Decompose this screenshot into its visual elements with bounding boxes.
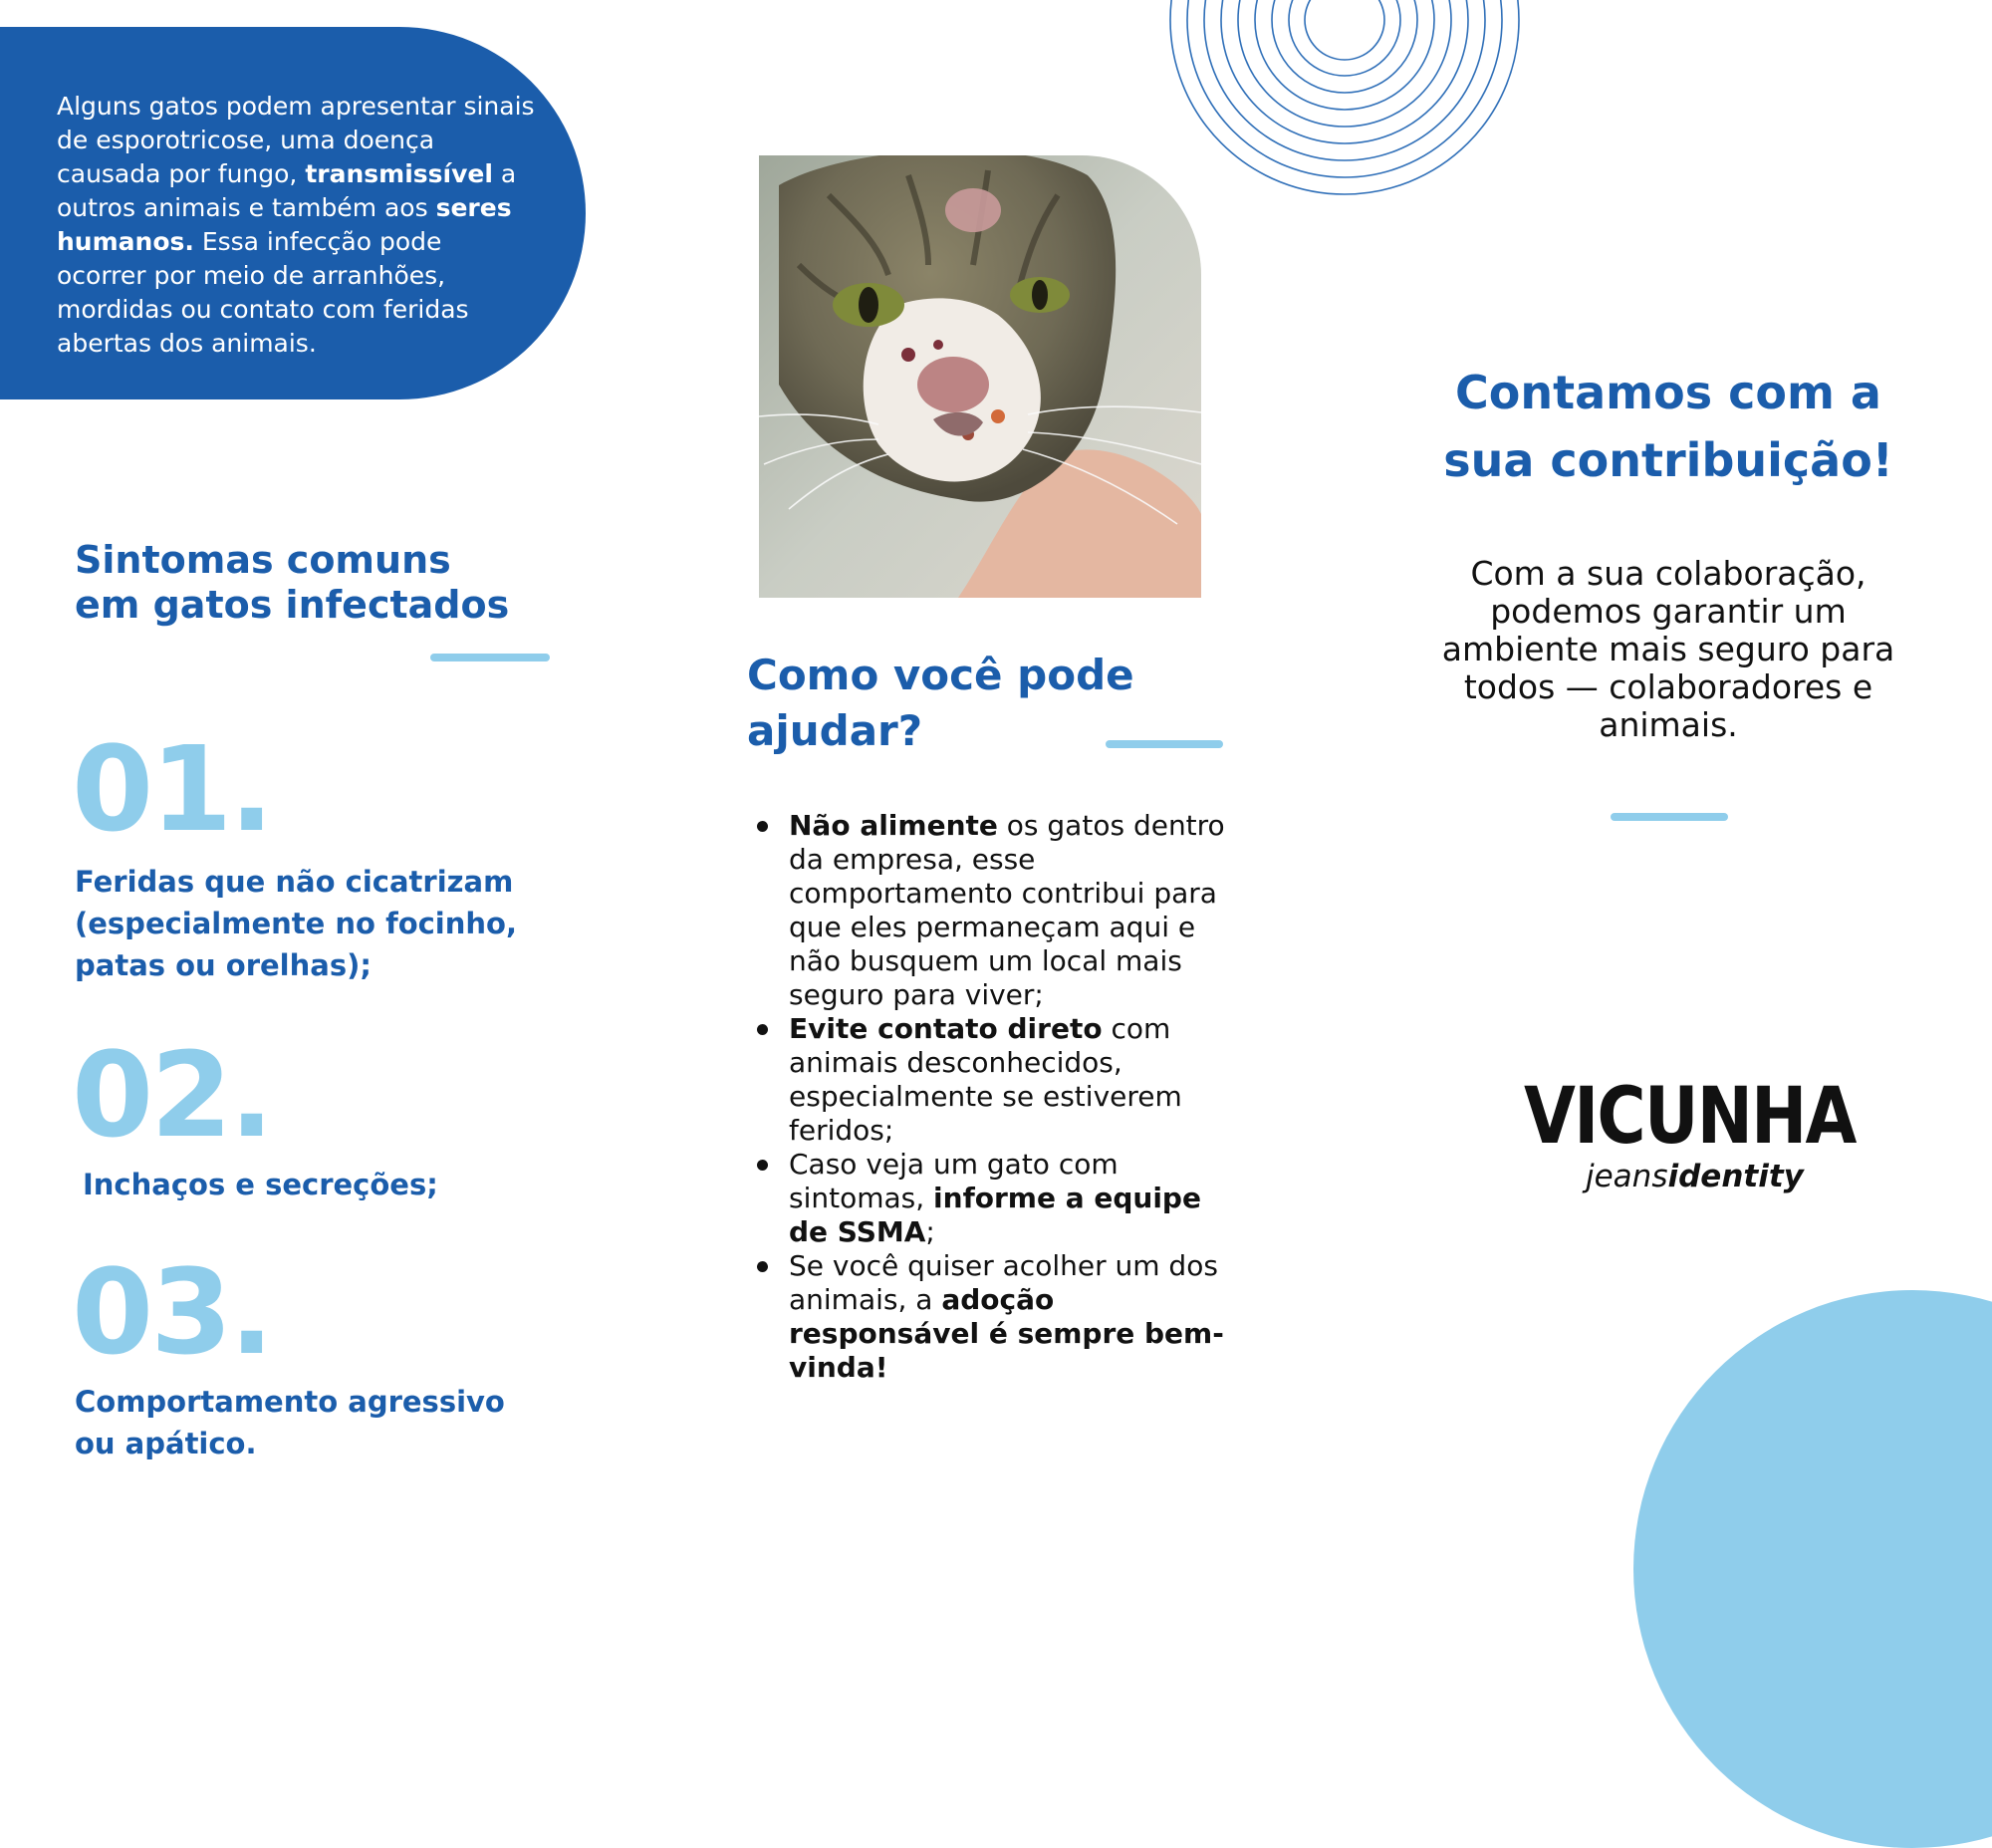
symptom-number-2: 02.	[72, 1026, 272, 1164]
logo-tagline: jeansidentity	[1586, 1159, 1804, 1194]
list-item: Evite contato direto com animais desconhecidos, especialmente se estiverem feridos;	[789, 1012, 1237, 1148]
symptom-number-3: 03.	[72, 1243, 272, 1381]
symptom-number-1: 01.	[72, 720, 272, 858]
help-heading-underline	[1106, 740, 1223, 748]
vicunha-logo: VICUNHA	[1524, 1072, 1856, 1162]
symptoms-heading: Sintomas comuns em gatos infectados	[75, 538, 510, 627]
decorative-corner-circle	[1633, 1290, 1992, 1848]
contribution-heading: Contamos com a sua contribuição!	[1443, 366, 1893, 487]
intro-paragraph: Alguns gatos podem apresentar sinais de esporotricose, uma doença causada por fungo, transmissível a outros animais e também aos seres humanos. Essa infecção pode ocorrer por meio de arranhões, mordidas ou contato com feridas abertas dos animais.	[57, 92, 535, 358]
cat-photo	[759, 155, 1201, 598]
concentric-circles-decoration	[1155, 0, 1534, 209]
contribution-text: Com a sua colaboração, podemos garantir um ambiente mais seguro para todos — colaboradores e animais.	[1441, 554, 1895, 744]
list-item: Se você quiser acolher um dos animais, a adoção responsável é sempre bem-vinda!	[789, 1249, 1237, 1385]
symptom-text-2: Inchaços e secreções;	[83, 1168, 438, 1201]
list-item: Não alimente os gatos dentro da empresa, esse comportamento contribui para que eles permaneçam aqui e não busquem um local mais seguro para viver;	[789, 809, 1237, 1012]
list-item: Caso veja um gato com sintomas, informe a equipe de SSMA;	[789, 1148, 1237, 1249]
help-list	[789, 809, 1237, 1385]
help-heading: Como você pode ajudar?	[747, 651, 1134, 755]
symptom-text-1: Feridas que não cicatrizam (especialmente no focinho, patas ou orelhas);	[75, 865, 517, 982]
symptoms-heading-underline	[430, 654, 550, 661]
symptom-text-3: Comportamento agressivo ou apático.	[75, 1385, 505, 1460]
cat-illustration	[759, 155, 1201, 598]
contribution-underline	[1611, 813, 1728, 821]
